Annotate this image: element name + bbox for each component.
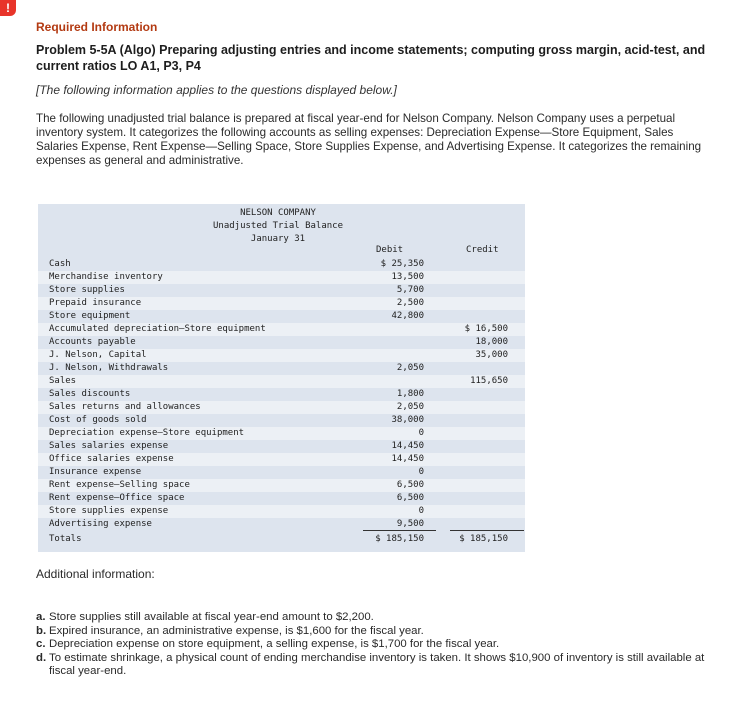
debit-total: $ 185,150 xyxy=(375,534,424,544)
credit-amount: 115,650 xyxy=(470,376,508,386)
debit-total-rule xyxy=(363,530,436,531)
account-name: Sales returns and allowances xyxy=(49,402,201,412)
table-row xyxy=(38,466,525,479)
item-text: Store supplies still available at fiscal year-end amount to $2,200. xyxy=(49,611,374,623)
account-name: Depreciation expense—Store equipment xyxy=(49,428,245,438)
account-name: Sales xyxy=(49,376,77,386)
additional-information-heading: Additional information: xyxy=(36,567,155,581)
account-name: Merchandise inventory xyxy=(49,272,163,282)
table-row xyxy=(38,323,525,336)
table-row xyxy=(38,349,525,362)
debit-amount: 0 xyxy=(418,506,424,516)
credit-amount: $ 16,500 xyxy=(464,324,508,334)
table-row xyxy=(38,375,525,388)
item-label: a. xyxy=(36,611,46,623)
table-row xyxy=(38,479,525,492)
account-name: Rent expense—Office space xyxy=(49,493,185,503)
table-row xyxy=(38,492,525,505)
debit-amount: 2,050 xyxy=(396,363,424,373)
credit-total-rule xyxy=(450,530,524,531)
debit-amount: 5,700 xyxy=(396,285,424,295)
debit-amount: 13,500 xyxy=(391,272,424,282)
debit-amount: 2,050 xyxy=(396,402,424,412)
list-item xyxy=(36,625,716,639)
problem-title: Problem 5-5A (Algo) Preparing adjusting entries and income statements; computing gross margin, acid-test, and current ratios LO A1, P3, P4 xyxy=(36,43,706,73)
table-row xyxy=(38,284,525,297)
item-text: To estimate shrinkage, a physical count of ending merchandise inventory is taken. It shows $10,900 of inventory is still available at fiscal year-end. xyxy=(49,651,705,677)
account-name: J. Nelson, Withdrawals xyxy=(49,363,169,373)
credit-amount: 18,000 xyxy=(475,337,508,347)
list-item xyxy=(36,652,716,679)
item-text: Expired insurance, an administrative expense, is $1,600 for the fiscal year. xyxy=(49,624,424,637)
table-row xyxy=(38,297,525,310)
company-name: NELSON COMPANY xyxy=(240,208,316,218)
account-name: Sales discounts xyxy=(49,389,131,399)
debit-amount: 6,500 xyxy=(396,493,424,503)
debit-amount: 42,800 xyxy=(391,311,424,321)
table-row xyxy=(38,336,525,349)
table-row xyxy=(38,310,525,323)
table-row xyxy=(38,427,525,440)
table-row xyxy=(38,453,525,466)
credit-amount: 35,000 xyxy=(475,350,508,360)
table-row xyxy=(38,505,525,518)
debit-amount: 9,500 xyxy=(396,519,424,529)
debit-amount: 38,000 xyxy=(391,415,424,425)
totals-label: Totals xyxy=(49,534,82,544)
account-name: Advertising expense xyxy=(49,519,152,529)
table-row xyxy=(38,440,525,453)
account-name: Rent expense—Selling space xyxy=(49,480,190,490)
account-name: Insurance expense xyxy=(49,467,142,477)
account-name: Accumulated depreciation—Store equipment xyxy=(49,324,266,334)
statement-date: January 31 xyxy=(250,234,306,244)
trial-balance-table xyxy=(38,204,525,552)
totals-row xyxy=(38,533,525,546)
debit-amount: 2,500 xyxy=(396,298,424,308)
table-row xyxy=(38,362,525,375)
debit-amount: 14,450 xyxy=(391,441,424,451)
table-row xyxy=(38,388,525,401)
debit-amount: 6,500 xyxy=(396,480,424,490)
item-text: Depreciation expense on store equipment, a selling expense, is $1,700 for the fiscal year. xyxy=(49,638,500,650)
account-name: Cash xyxy=(49,259,71,269)
account-name: Store supplies expense xyxy=(49,506,169,516)
debit-column-header: Debit xyxy=(376,245,404,255)
account-name: Accounts payable xyxy=(49,337,136,347)
required-information-heading: Required Information xyxy=(36,20,158,34)
account-name: Store equipment xyxy=(49,311,131,321)
additional-information-list xyxy=(36,611,716,679)
trial-balance-rows xyxy=(38,258,525,531)
item-label: d. xyxy=(36,651,47,664)
item-label: c. xyxy=(36,638,46,650)
account-name: J. Nelson, Capital xyxy=(49,350,147,360)
table-row xyxy=(38,258,525,271)
account-name: Office salaries expense xyxy=(49,454,174,464)
credit-total: $ 185,150 xyxy=(459,534,508,544)
list-item xyxy=(36,611,716,625)
debit-amount: $ 25,350 xyxy=(380,259,424,269)
debit-amount: 14,450 xyxy=(391,454,424,464)
table-row xyxy=(38,271,525,284)
account-name: Cost of goods sold xyxy=(49,415,147,425)
table-row xyxy=(38,414,525,427)
debit-amount: 0 xyxy=(418,467,424,477)
intro-paragraph: The following unadjusted trial balance is prepared at fiscal year-end for Nelson Company. Nelson Company uses a perpetual inventory system. It categorizes the following accounts as selling expenses: Depreciation Expense—Store Equipment, Sales Salaries Expense, Rent Expense—Selling Space, Store Supplies Expense, and Advertising Expense. It categorizes the remaining expenses as general and administrative. xyxy=(36,112,702,167)
item-label: b. xyxy=(36,624,47,637)
table-row xyxy=(38,401,525,414)
statement-title: Unadjusted Trial Balance xyxy=(212,221,344,231)
applies-note: [The following information applies to the questions displayed below.] xyxy=(36,83,397,97)
debit-amount: 0 xyxy=(418,428,424,438)
account-name: Prepaid insurance xyxy=(49,298,142,308)
debit-amount: 1,800 xyxy=(396,389,424,399)
alert-icon: ! xyxy=(0,0,16,16)
credit-column-header: Credit xyxy=(466,245,499,255)
list-item xyxy=(36,638,716,652)
account-name: Sales salaries expense xyxy=(49,441,169,451)
account-name: Store supplies xyxy=(49,285,125,295)
